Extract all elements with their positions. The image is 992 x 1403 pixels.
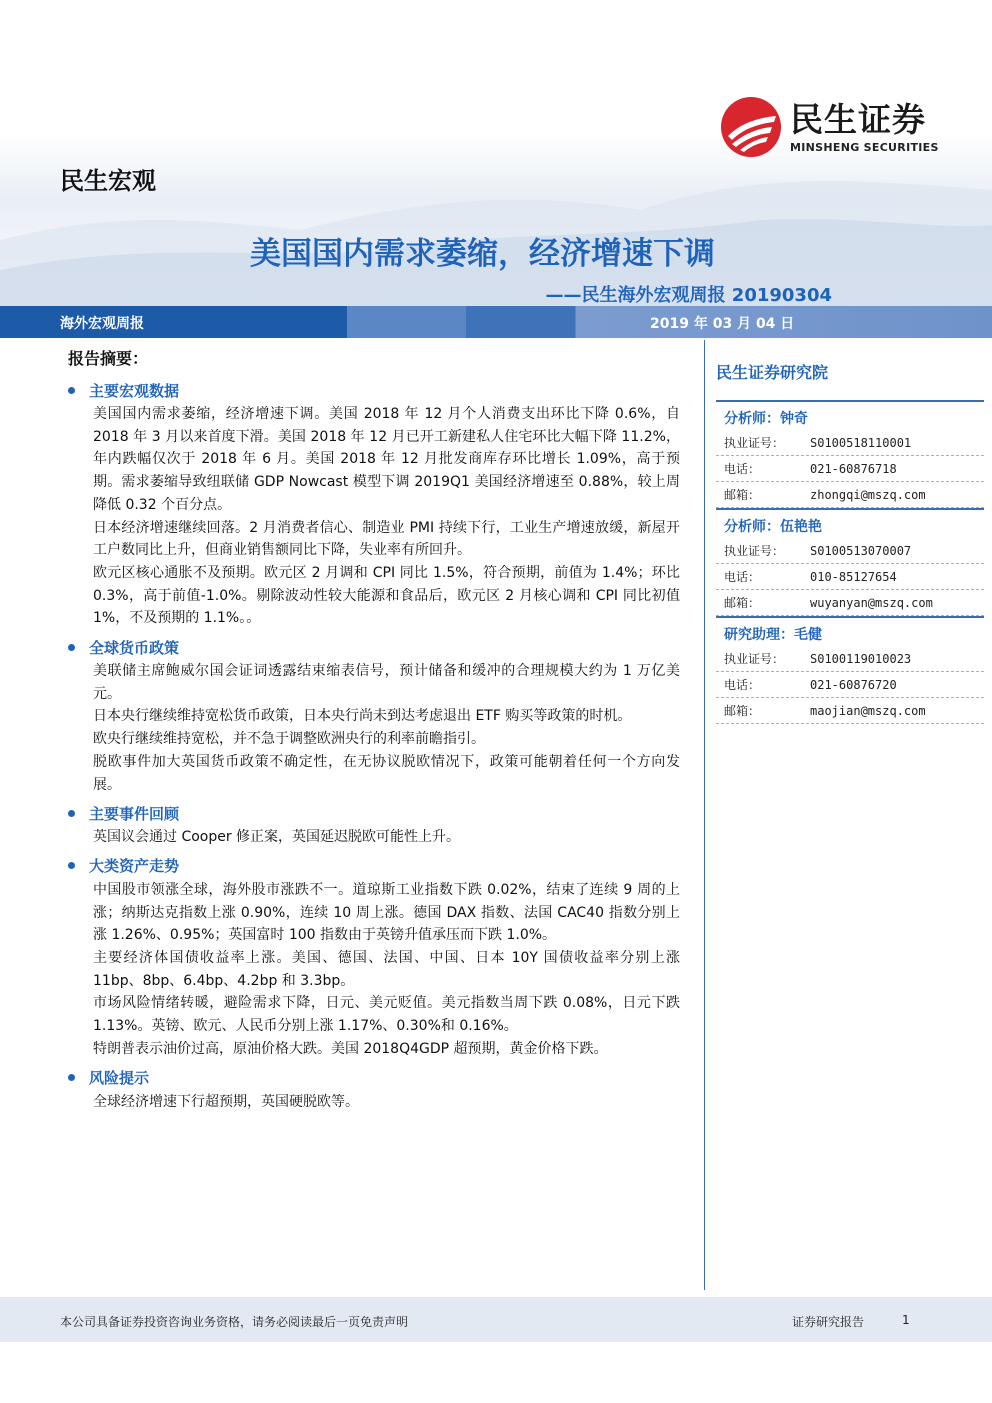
info-value: S0100513070007 [810,543,912,558]
summary-section [68,1065,680,1114]
section-title: 大类资产走势 [89,857,180,876]
info-value: S0100119010023 [810,651,912,666]
section-header [68,377,680,403]
section-title: 主要宏观数据 [89,381,180,400]
summary-sections [68,377,680,1113]
info-value: S0100518110001 [810,435,912,450]
analyst-info-row [716,646,984,672]
info-label: 电话： [724,678,761,692]
analyst-block [716,400,984,508]
info-value: 021-60876720 [810,677,897,692]
section-paragraph: 英国议会通过 Cooper 修正案，英国延迟脱欧可能性上升。 [93,829,461,846]
bullet-icon [68,862,75,869]
info-value: 021-60876718 [810,461,897,476]
report-date: 2019 年 03 月 04 日 [650,316,795,332]
footer-disclaimer: 本公司具备证券投资咨询业务资格，请务必阅读最后一页免责声明 [60,1315,409,1329]
info-label: 执业证号： [724,652,785,666]
summary-section [68,634,680,796]
analyst-info-row [716,482,984,508]
section-paragraph: 欧元区核心通胀不及预期。欧元区 2 月调和 CPI 同比 1.5%，符合预期，前值为 1.4%；环比 0.3%，高于前值-1.0%。剔除波动性较大能源和食品后，欧元区 2 月核心调和 CPI 同比初值 1%，不及预期的 1.1%。。 [93,564,680,627]
logo-chinese-text: 民生证券 [790,99,926,139]
analyst-info-row [716,564,984,590]
info-label: 邮箱： [724,596,761,610]
section-brand: 民生宏观 [60,167,156,195]
analyst-name: 分析师：伍艳艳 [716,508,984,538]
info-value: 010-85127654 [810,569,897,584]
section-paragraph: 主要经济体国债收益率上涨。美国、德国、法国、中国、日本 10Y 国债收益率分别上涨 11bp、8bp、6.4bp、4.2bp 和 3.3bp。 [93,950,680,989]
analyst-block [716,508,984,616]
analyst-info-row [716,590,984,616]
analyst-info-row [716,456,984,482]
section-paragraph: 欧央行继续维持宽松，并不急于调整欧洲央行的利率前瞻指引。 [93,731,485,748]
analyst-block [716,616,984,724]
section-paragraph: 日本经济增速继续回落。2 月消费者信心、制造业 PMI 持续下行，工业生产增速放缓，新屋开工户数同比上升，但商业销售额同比下降，失业率有所回升。 [93,519,680,559]
section-paragraph: 中国股市领涨全球，海外股市涨跌不一。道琼斯工业指数下跌 0.02%，结束了连续 9 周的上涨；纳斯达克指数上涨 0.90%，连续 10 周上涨。德国 DAX 指数、法国 CAC40 指数分别上涨 1.26%、0.95%；英国富时 100 指数由于英镑升值承压而下跌 1.0%。 [93,881,680,944]
analyst-name: 分析师：钟奇 [716,400,984,430]
band-label: 海外宏观周报 [60,316,144,332]
bullet-icon [68,810,75,817]
section-title: 风险提示 [89,1069,150,1088]
bullet-icon [68,644,75,651]
info-value: zhongqi@mszq.com [810,487,926,502]
summary-section [68,800,680,849]
analyst-info-row [716,672,984,698]
section-paragraph: 日本央行继续维持宽松货币政策，日本央行尚未到达考虑退出 ETF 购买等政策的时机。 [93,708,632,725]
summary-section [68,853,680,1061]
bullet-icon [68,387,75,394]
section-header [68,853,680,879]
footer-report-type: 证券研究报告 [792,1315,865,1329]
summary-section [68,377,680,630]
report-subtitle: ——民生海外宏观周报 20190304 [545,285,832,306]
section-title: 全球货币政策 [89,638,180,657]
bullet-icon [68,1074,75,1081]
summary-column [68,346,680,1113]
info-value: maojian@mszq.com [810,703,926,718]
analyst-info-row [716,430,984,456]
info-label: 执业证号： [724,544,785,558]
analyst-info-row [716,698,984,724]
minsheng-logo-icon [720,96,782,158]
section-paragraph: 特朗普表示油价过高，原油价格大跌。美国 2018Q4GDP 超预期，黄金价格下跌。 [93,1040,608,1057]
column-divider [704,340,705,1290]
info-label: 邮箱： [724,488,761,502]
section-paragraph: 美联储主席鲍威尔国会证词透露结束缩表信号，预计储备和缓冲的合理规模大约为 1 万亿美元。 [93,663,680,702]
section-paragraph: 脱欧事件加大英国货币政策不确定性，在无协议脱欧情况下，政策可能朝着任何一个方向发展。 [93,753,680,793]
title-band [0,306,992,338]
logo-english-text: MINSHENG SECURITIES [790,140,939,154]
analyst-info-row [716,538,984,564]
summary-heading: 报告摘要： [68,349,149,368]
section-paragraph: 美国国内需求萎缩，经济增速下调。美国 2018 年 12 月个人消费支出环比下降 0.6%，自 2018 年 3 月以来首度下滑。美国 2018 年 12 月已开工新建私人住宅环比大幅下降 11.2%，年内跌幅仅次于 2018 年 6 月。美国 2018 年 12 月批发商库存环比增长 1.09%，高于预期。需求萎缩导致纽联储 GDP Nowcast 模型下调 2019Q1 美国经济增速至 0.88%，较上周降低 0.32 个百分点。 [93,406,680,513]
institute-name: 民生证券研究院 [716,363,829,382]
info-label: 电话： [724,462,761,476]
info-label: 电话： [724,570,761,584]
section-paragraph: 全球经济增速下行超预期，英国硬脱欧等。 [93,1093,359,1110]
page-number: 1 [902,1313,910,1327]
section-title: 主要事件回顾 [89,804,180,823]
analyst-name: 研究助理：毛健 [716,616,984,646]
analyst-list [716,400,984,724]
info-label: 邮箱： [724,704,761,718]
info-value: wuyanyan@mszq.com [810,595,933,610]
analyst-sidebar [716,360,984,724]
section-header [68,800,680,826]
section-header [68,634,680,660]
section-header [68,1065,680,1091]
report-title: 美国国内需求萎缩，经济增速下调 [250,236,715,272]
section-paragraph: 市场风险情绪转暖，避险需求下降，日元、美元贬值。美元指数当周下跌 0.08%，日元下跌 1.13%。英镑、欧元、人民币分别上涨 1.17%、0.30%和 0.16%。 [93,995,680,1035]
info-label: 执业证号： [724,436,785,450]
company-logo [720,96,939,158]
